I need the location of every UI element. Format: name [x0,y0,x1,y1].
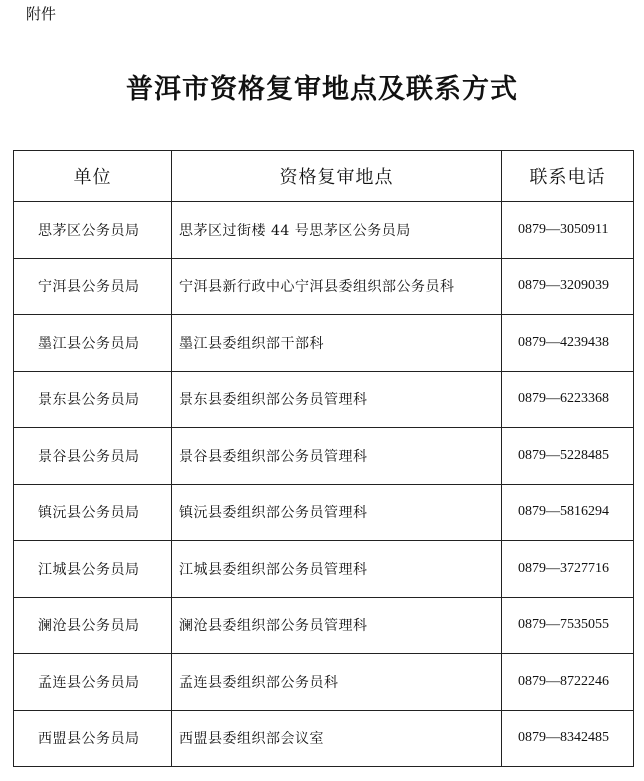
phone-cell: 0879—8722246 [502,654,634,711]
attachment-label: 附件 [26,5,57,23]
unit-cell: 景东县公务员局 [14,371,172,428]
table-row [14,597,634,654]
phone-cell: 0879—7535055 [502,597,634,654]
contact-table [13,150,634,767]
location-cell: 景谷县委组织部公务员管理科 [172,428,502,485]
phone-cell: 0879—3050911 [502,202,634,259]
table-row [14,654,634,711]
unit-cell: 孟连县公务员局 [14,654,172,711]
table-row [14,202,634,259]
unit-cell: 澜沧县公务员局 [14,597,172,654]
location-cell: 澜沧县委组织部公务员管理科 [172,597,502,654]
page-title: 普洱市资格复审地点及联系方式 [126,74,518,105]
header-unit: 单位 [14,151,172,202]
location-cell: 镇沅县委组织部公务员管理科 [172,484,502,541]
phone-cell: 0879—4239438 [502,315,634,372]
table-row [14,541,634,598]
location-cell: 宁洱县新行政中心宁洱县委组织部公务员科 [172,258,502,315]
table-row [14,258,634,315]
unit-cell: 镇沅县公务员局 [14,484,172,541]
unit-cell: 墨江县公务员局 [14,315,172,372]
phone-cell: 0879—8342485 [502,710,634,767]
unit-cell: 江城县公务员局 [14,541,172,598]
header-location: 资格复审地点 [172,151,502,202]
phone-cell: 0879—3727716 [502,541,634,598]
location-cell: 墨江县委组织部干部科 [172,315,502,372]
table-row [14,710,634,767]
location-cell: 孟连县委组织部公务员科 [172,654,502,711]
table-header-row [14,151,634,202]
location-cell: 西盟县委组织部会议室 [172,710,502,767]
phone-cell: 0879—6223368 [502,371,634,428]
location-cell: 景东县委组织部公务员管理科 [172,371,502,428]
phone-cell: 0879—5816294 [502,484,634,541]
unit-cell: 宁洱县公务员局 [14,258,172,315]
unit-cell: 西盟县公务员局 [14,710,172,767]
phone-cell: 0879—3209039 [502,258,634,315]
unit-cell: 景谷县公务员局 [14,428,172,485]
header-phone: 联系电话 [502,151,634,202]
location-cell: 思茅区过街楼 44 号思茅区公务员局 [172,202,502,259]
unit-cell: 思茅区公务员局 [14,202,172,259]
location-cell: 江城县委组织部公务员管理科 [172,541,502,598]
table-row [14,428,634,485]
table-row [14,484,634,541]
table-row [14,371,634,428]
phone-cell: 0879—5228485 [502,428,634,485]
table-row [14,315,634,372]
